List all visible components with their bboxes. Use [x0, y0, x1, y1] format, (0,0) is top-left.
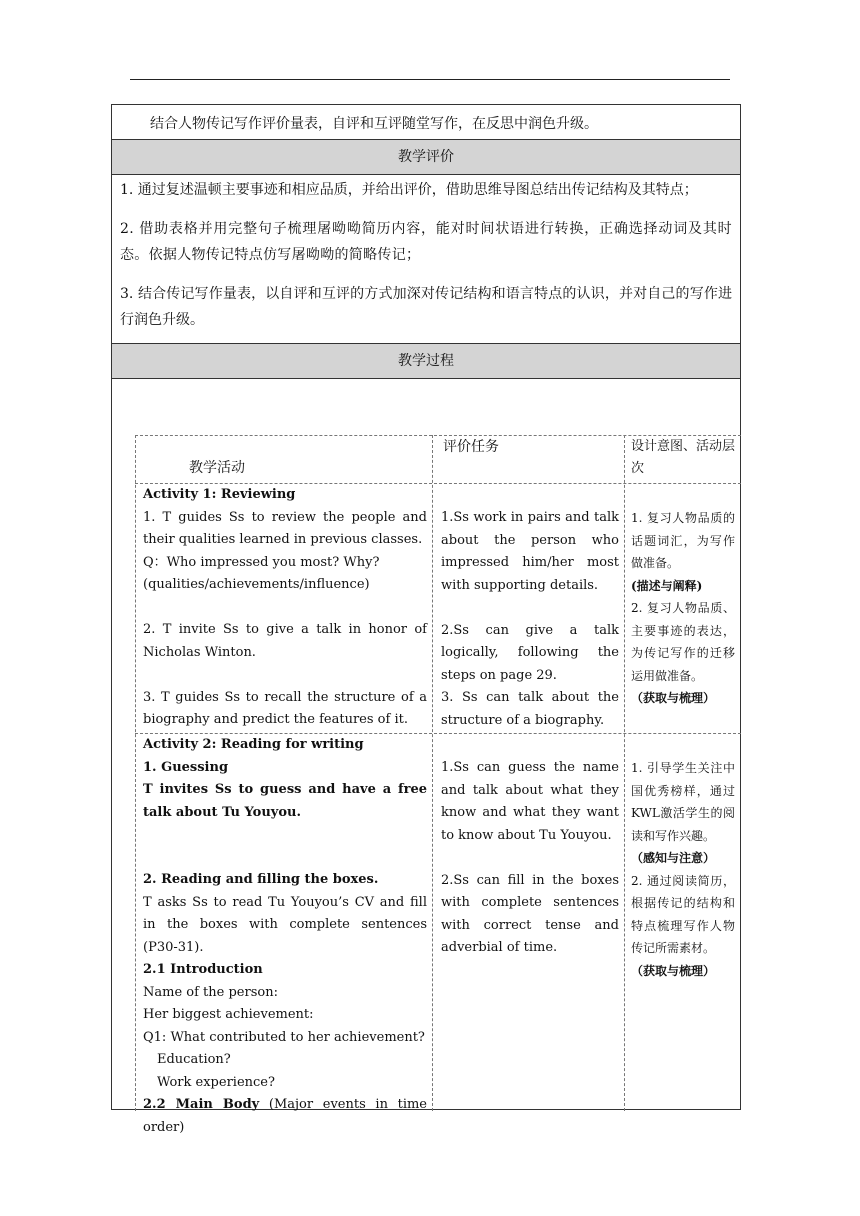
activity2-intent-cell — [631, 757, 735, 982]
activity1-level1: (描述与阐释) — [631, 578, 703, 593]
activity1-intent-cell — [631, 507, 735, 710]
activity2-level1: （感知与注意） — [631, 851, 716, 865]
activity1-level2: （获取与梳理） — [631, 691, 716, 705]
activity2-intent2: 2. 通过阅读简历，根据传记的结构和特点梳理写作人物传记所需素材。 — [631, 873, 735, 955]
activity2-sub2: 2. Reading and filling the boxes. — [143, 872, 379, 887]
activity2-main-body-heading: 2.2 Main Body — [143, 1097, 260, 1112]
evaluation-header: 教学评价 — [112, 139, 740, 175]
activity1-title: Activity 1: Reviewing — [143, 487, 296, 502]
evaluation-item-1: 1. 通过复述温顿主要事迹和相应品质，并给出评价，借助思维导图总结出传记结构及其特点； — [120, 182, 698, 198]
process-table — [135, 435, 741, 1135]
activity2-sub1: 1. Guessing — [143, 759, 229, 775]
activity2-line3: Q1: What contributed to her achievement? — [143, 1029, 425, 1045]
activity1-step3: 3. T guides Ss to recall the structure of a biography and predict the features of it. — [143, 689, 427, 727]
activity2-line2: Her biggest achievement: — [143, 1007, 314, 1022]
activity1-task2: 2.Ss can give a talk logically, following the steps on page 29. — [441, 622, 619, 683]
evaluation-item-3: 3. 结合传记写作量表，以自评和互评的方式加深对传记结构和语言特点的认识，并对自己的写作进行润色升级。 — [120, 286, 732, 328]
activity2-intent1: 1. 引导学生关注中国优秀榜样，通过KWL激活学生的阅读和写作兴趣。 — [631, 761, 735, 843]
activity2-level2: （获取与梳理） — [631, 963, 716, 978]
activity2-line1: Name of the person: — [143, 984, 278, 1000]
activity2-main-body-note: (Major events in time order) — [143, 1097, 427, 1135]
lesson-plan-table — [111, 104, 741, 1135]
activity2-task1: 1.Ss can guess the name and talk about what they know and what they want to know about Tu Youyou. — [441, 760, 619, 843]
activity2-main-body-line — [143, 1094, 427, 1139]
evaluation-body — [112, 177, 740, 333]
intro-row — [112, 109, 740, 139]
activity2-sub1-desc: T invites Ss to guess and have a free talk about Tu Youyou. — [143, 782, 427, 820]
activity2-task-cell — [441, 757, 619, 960]
activity2-line5: Work experience? — [157, 1074, 275, 1090]
activity1-question: Q：Who impressed you most? Why? — [143, 554, 380, 570]
activity1-intent2: 2. 复习人物品质、主要事迹的表达，为传记写作的迁移运用做准备。 — [631, 601, 735, 683]
activity1-task-cell — [441, 507, 619, 732]
activity1-question-sub: (qualities/achievements/influence) — [143, 577, 370, 592]
header-intent: 设计意图、活动层次 — [631, 439, 736, 476]
header-activity: 教学活动 — [189, 460, 245, 476]
activity2-task2: 2.Ss can fill in the boxes with complete sentences with correct tense and adverbial of time. — [441, 872, 619, 955]
activity2-sub2-desc: T asks Ss to read Tu Youyou’s CV and fill in the boxes with complete sentences (P30-31). — [143, 894, 427, 955]
activity1-cell — [143, 484, 427, 732]
intro-text: 结合人物传记写作评价量表，自评和互评随堂写作，在反思中润色升级。 — [150, 116, 598, 132]
evaluation-item-2: 2. 借助表格并用完整句子梳理屠呦呦简历内容，能对时间状语进行转换，正确选择动词及其时态。依据人物传记特点仿写屠呦呦的简略传记； — [120, 221, 732, 263]
activity1-step1: 1. T guides Ss to review the people and their qualities learned in previous classes. — [143, 509, 427, 547]
activity1-intent1: 1. 复习人物品质的话题词汇，为写作做准备。 — [631, 511, 735, 570]
header-task: 评价任务 — [443, 439, 499, 455]
activity2-title: Activity 2: Reading for writing — [143, 737, 364, 752]
activity1-step2: 2. T invite Ss to give a talk in honor of Nicholas Winton. — [143, 622, 427, 660]
activity2-cell — [143, 734, 427, 1139]
activity2-intro-heading: 2.1 Introduction — [143, 962, 263, 977]
activity2-line4: Education? — [157, 1052, 231, 1067]
process-header: 教学过程 — [112, 343, 740, 379]
header-rule — [130, 79, 730, 80]
activity1-task3: 3. Ss can talk about the structure of a biography. — [441, 690, 619, 728]
activity1-task1: 1.Ss work in pairs and talk about the person who impressed him/her most with supporting details. — [441, 510, 619, 593]
